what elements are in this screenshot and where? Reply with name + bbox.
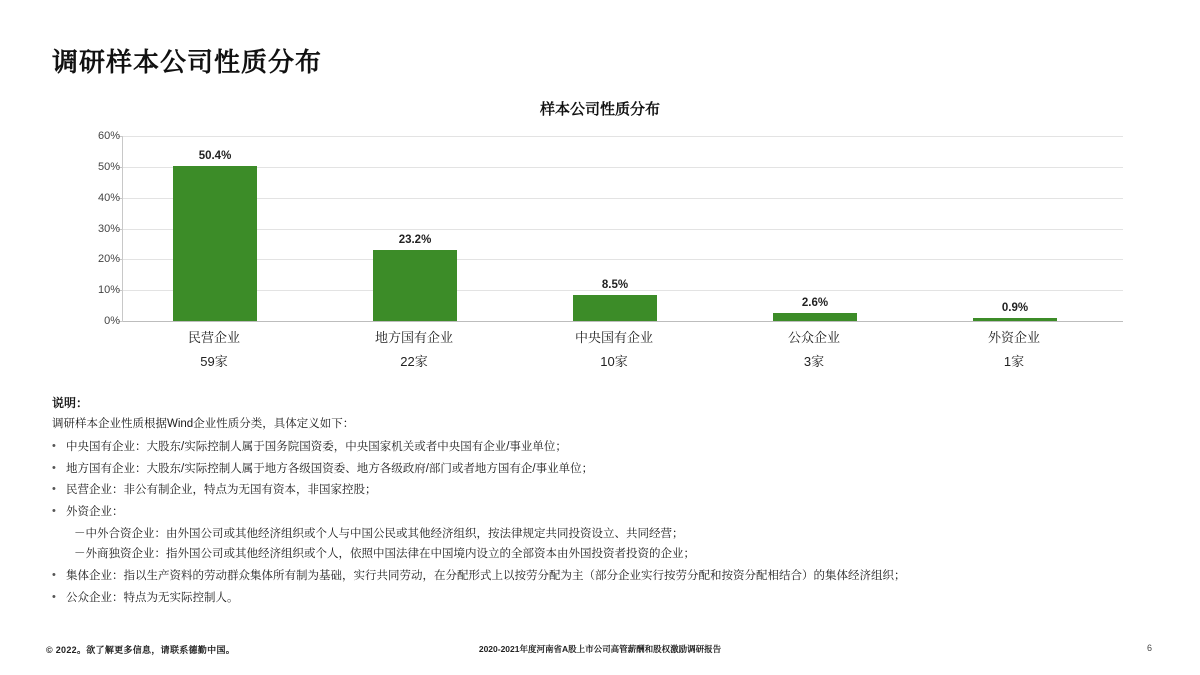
slide-footer <box>0 643 1200 657</box>
note-subitem: －外商独资企业：指外国公司或其他经济组织或个人，依照中国法律在中国境内设立的全部资本由外国投资者投资的企业； <box>74 548 695 561</box>
note-item <box>52 504 1152 521</box>
notes-heading: 说明： <box>52 396 89 410</box>
bar-value-label: 50.4% <box>198 150 232 162</box>
notes-intro: 调研样本企业性质根据Wind企业性质分类，具体定义如下： <box>52 418 355 431</box>
bar-column[interactable] <box>373 136 457 321</box>
category-label: 外资企业 <box>987 330 1040 345</box>
y-axis-label: 0% <box>104 315 120 327</box>
y-axis-label: 20% <box>97 253 120 266</box>
bar-column[interactable] <box>973 136 1057 321</box>
chart-title: 样本公司性质分布 <box>539 101 660 118</box>
bullet-icon: • <box>52 569 56 582</box>
note-item <box>52 590 1152 607</box>
x-axis-category <box>144 326 284 374</box>
bullet-icon: • <box>52 483 56 496</box>
x-axis-category <box>344 326 484 374</box>
category-count: 1家 <box>1003 354 1025 369</box>
bar-value-label: 0.9% <box>1001 302 1029 314</box>
y-axis-label: 50% <box>97 160 120 173</box>
note-item <box>52 461 1152 478</box>
category-count: 59家 <box>200 354 228 369</box>
x-axis-category <box>544 326 684 374</box>
bar-value-label: 23.2% <box>398 234 432 246</box>
bullet-icon: • <box>52 461 56 474</box>
y-axis-label: 30% <box>97 222 120 235</box>
notes-section <box>52 395 1152 611</box>
bar[interactable] <box>573 295 657 321</box>
category-label: 地方国有企业 <box>374 330 453 345</box>
bar[interactable] <box>373 250 457 322</box>
bar-chart <box>52 98 1148 388</box>
note-text: 外资企业： <box>66 506 124 519</box>
bars-group <box>123 136 1123 321</box>
bar-column[interactable] <box>173 136 257 321</box>
note-item <box>52 439 1152 456</box>
x-axis-line <box>123 321 1123 322</box>
note-text: 地方国有企业：大股东/实际控制人属于地方各级国资委、地方各级政府/部门或者地方国有企/事业单位； <box>66 462 594 475</box>
bar[interactable] <box>973 318 1057 321</box>
category-label: 民营企业 <box>187 330 240 345</box>
footer-copyright: © 2022。欲了解更多信息，请联系德勤中国。 <box>46 645 236 655</box>
bar-column[interactable] <box>773 136 857 321</box>
note-text: 中央国有企业：大股东/实际控制人属于国务院国资委，中央国家机关或者中央国有企业/事业单位； <box>66 441 567 454</box>
category-count: 22家 <box>400 354 428 369</box>
y-axis-label: 10% <box>97 284 120 297</box>
bar-column[interactable] <box>573 136 657 321</box>
category-label: 公众企业 <box>787 330 840 345</box>
bullet-icon: • <box>52 590 56 603</box>
bullet-icon: • <box>52 505 56 518</box>
chart-plot-area <box>97 130 1123 327</box>
bar[interactable] <box>173 166 257 321</box>
x-axis-category <box>744 326 884 374</box>
note-subitem: －中外合资企业：由外国公司或其他经济组织或个人与中国公民或其他经济组织，按法律规定共同投资设立、共同经营； <box>74 527 684 540</box>
category-count: 10家 <box>600 354 628 369</box>
x-axis-labels <box>122 326 1122 382</box>
bar-value-label: 2.6% <box>801 297 829 309</box>
footer-report-title: 2020-2021年度河南省A股上市公司高管薪酬和股权激励调研报告 <box>478 644 722 654</box>
x-axis-category <box>944 326 1084 374</box>
bar[interactable] <box>773 313 857 321</box>
note-text: 集体企业：指以生产资料的劳动群众集体所有制为基础，实行共同劳动，在分配形式上以按劳分配为主（部分企业实行按劳分配和按资分配相结合）的集体经济组织； <box>66 570 906 583</box>
page-title: 调研样本公司性质分布 <box>52 47 323 77</box>
note-item <box>52 568 1152 585</box>
category-label: 中央国有企业 <box>574 330 653 345</box>
bar-value-label: 8.5% <box>601 279 629 291</box>
category-count: 3家 <box>803 354 825 369</box>
footer-page-number: 6 <box>1146 643 1152 653</box>
y-axis-label: 60% <box>97 130 120 142</box>
y-axis-label: 40% <box>97 191 120 204</box>
note-item <box>52 482 1152 499</box>
note-text: 公众企业：特点为无实际控制人。 <box>66 591 239 604</box>
bullet-icon: • <box>52 440 56 453</box>
note-text: 民营企业：非公有制企业，特点为无国有资本，非国家控股； <box>66 484 377 497</box>
